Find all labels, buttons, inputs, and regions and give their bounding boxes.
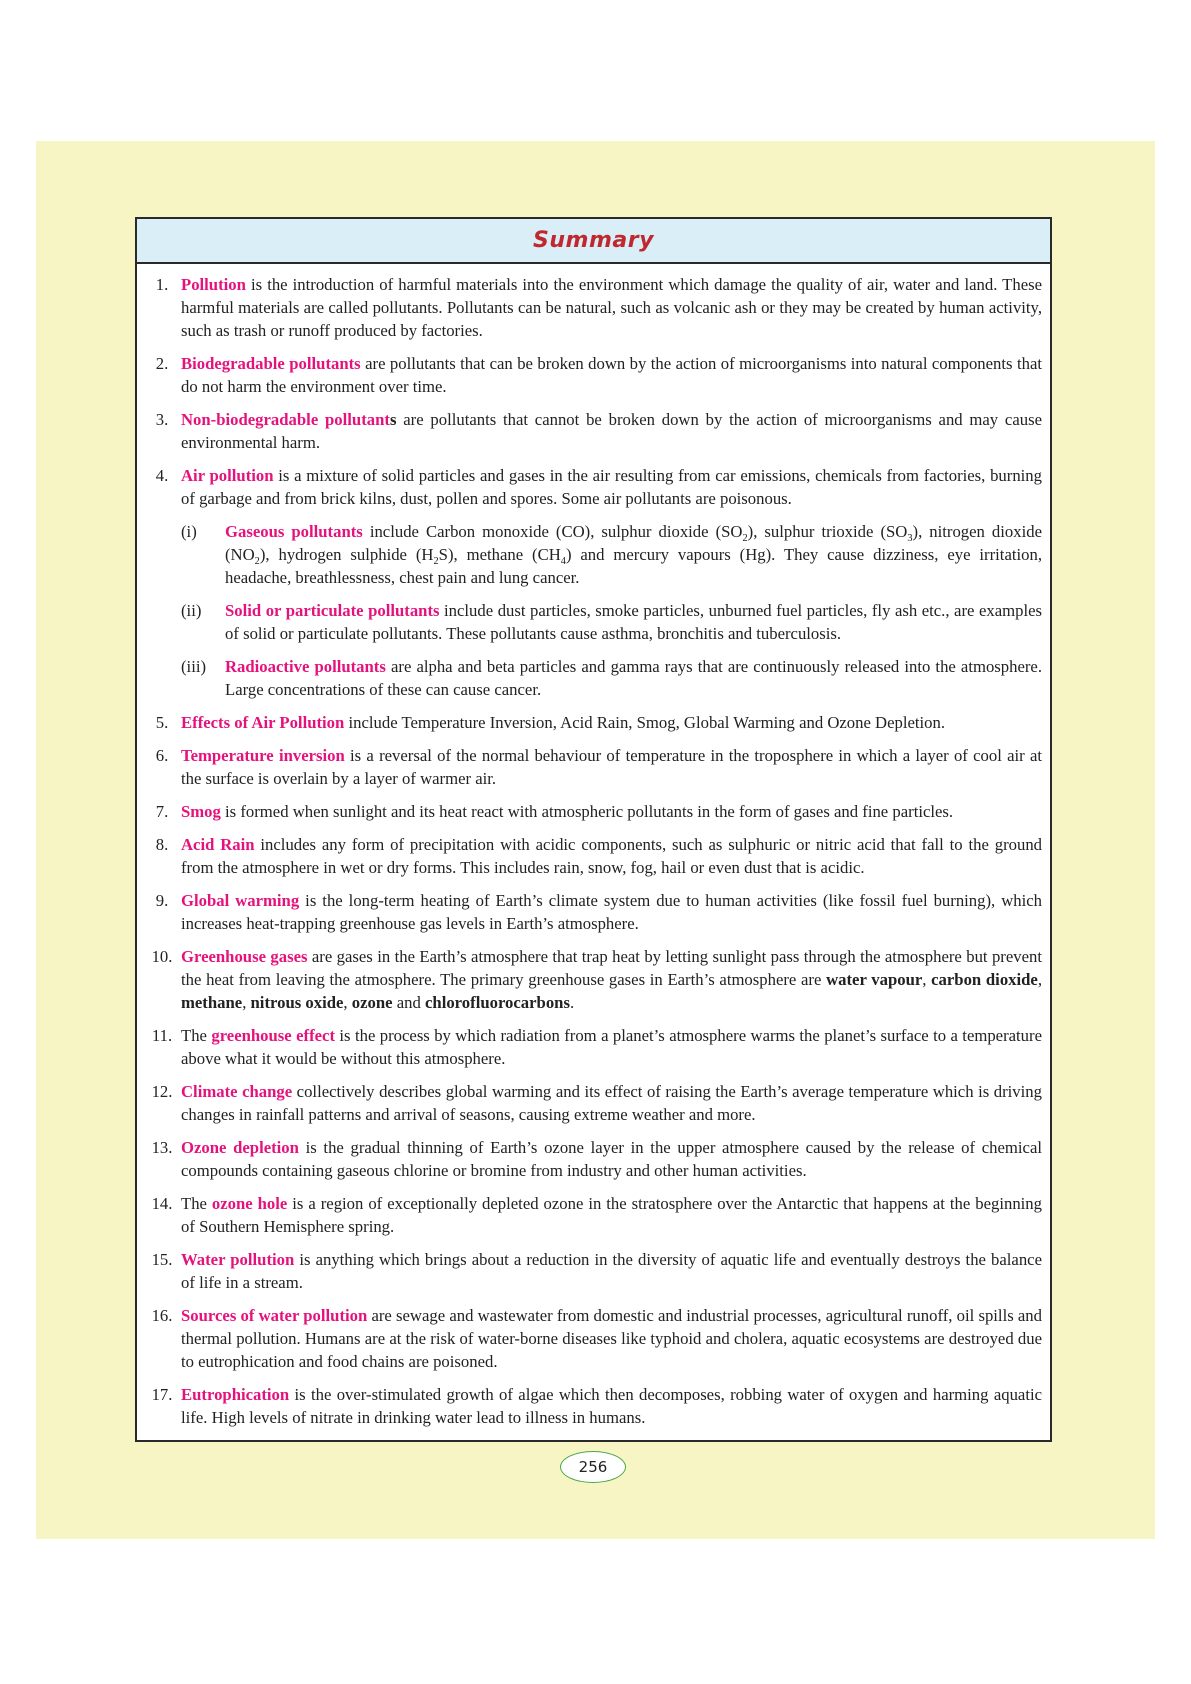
item-text: Temperature inversion is a reversal of the normal behaviour of temperature in the troposphere in which a layer of cool air at the surface is overlain by a layer of warmer air.	[181, 746, 1042, 788]
item-number: 16.	[151, 1306, 173, 1325]
sub-item-text: Gaseous pollutants include Carbon monoxide (CO), sulphur dioxide $(SO_2)$, sulphur trioxide $(SO_3)$, nitrogen dioxide $(NO_2)$, hydrogen sulphide $(H_2S)$, methane $(CH_4)$ and mercury vapours (Hg). They cause dizziness, eye irritation, headache, breathlessness, chest pain and lung cancer.	[225, 522, 1042, 587]
sub-item-number: (i)	[181, 522, 197, 541]
list-item	[143, 408, 1042, 454]
item-number: 17.	[151, 1385, 173, 1404]
item-number: 13.	[151, 1138, 173, 1157]
item-text: Air pollution is a mixture of solid particles and gases in the air resulting from car emissions, chemicals from factories, burning of garbage and from brick kilns, dust, pollen and spores. Some air pollutants are poisonous. (i) Gaseous pollutants include Carbon monoxide (CO), sulphur dioxide $(SO_2)$, sulphur trioxide $(SO_3)$, nitrogen dioxide $(NO_2)$, hydrogen sulphide $(H_2S)$, methane $(CH_4)$ and mercury vapours (Hg). They cause dizziness, eye irritation, headache, breathlessness, chest pain and lung cancer. (ii) Solid or particulate pollutants include dust particles, smoke particles, unburned fuel particles, fly ash etc., are examples of solid or particulate pollutants. These pollutants cause asthma, bronchitis and tuberculosis. (iii) Radioactive pollutants are alpha and beta particles and gamma rays that are continuously released into the atmosphere. Large concentrations of these can cause cancer.	[181, 466, 1043, 699]
item-text: Effects of Air Pollution include Temperature Inversion, Acid Rain, Smog, Global Warming and Ozone Depletion.	[181, 713, 946, 732]
list-item	[143, 711, 1042, 734]
list-item	[143, 464, 1042, 701]
sub-item-number: (ii)	[181, 601, 202, 620]
item-number: 1.	[155, 275, 169, 294]
item-term: Greenhouse gases	[181, 947, 308, 966]
item-text: Climate change collectively describes global warming and its effect of raising the Earth’s average temperature which is driving changes in rainfall patterns and arrival of seasons, causing extreme weather and more.	[181, 1082, 1042, 1124]
list-item	[143, 1383, 1042, 1429]
sub-list-item	[181, 599, 1042, 645]
item-text: Biodegradable pollutants are pollutants that can be broken down by the action of microorganisms into natural components that do not harm the environment over time.	[181, 354, 1042, 396]
item-term: greenhouse effect	[211, 1026, 336, 1045]
item-number: 11.	[151, 1026, 173, 1045]
list-item	[143, 1304, 1042, 1373]
item-term: Radioactive pollutants	[225, 657, 386, 676]
item-term: Gaseous pollutants	[225, 522, 363, 541]
item-term: Climate change	[181, 1082, 293, 1101]
item-text: Non-biodegradable pollutants are pollutants that cannot be broken down by the action of microorganisms and may cause environmental harm.	[181, 410, 1042, 452]
item-term: Air pollution	[181, 466, 274, 485]
item-text: Ozone depletion is the gradual thinning of Earth’s ozone layer in the upper atmosphere caused by the release of chemical compounds containing gaseous chlorine or bromine from industry and other human activities.	[181, 1138, 1042, 1180]
item-number: 9.	[155, 891, 169, 910]
item-term: Water pollution	[181, 1250, 295, 1269]
list-item	[143, 1136, 1042, 1182]
item-term: Biodegradable pollutants	[181, 354, 361, 373]
list-item	[143, 833, 1042, 879]
item-text: The ozone hole is a region of exceptionally depleted ozone in the stratosphere over the Antarctic that happens at the beginning of Southern Hemisphere spring.	[181, 1194, 1042, 1236]
item-term: Sources of water pollution	[181, 1306, 368, 1325]
sub-item-text: Solid or particulate pollutants include dust particles, smoke particles, unburned fuel particles, fly ash etc., are examples of solid or particulate pollutants. These pollutants cause asthma, bronchitis and tuberculosis.	[225, 601, 1042, 643]
page-number: 256	[560, 1451, 626, 1483]
item-term: Eutrophication	[181, 1385, 290, 1404]
item-term: Acid Rain	[181, 835, 255, 854]
item-term: Temperature inversion	[181, 746, 345, 765]
item-term: Global warming	[181, 891, 300, 910]
item-number: 6.	[155, 746, 169, 765]
item-text: Global warming is the long-term heating of Earth’s climate system due to human activities (like fossil fuel burning), which increases heat-trapping greenhouse gas levels in Earth’s atmosphere.	[181, 891, 1042, 933]
item-text: Sources of water pollution are sewage and wastewater from domestic and industrial processes, agricultural runoff, oil spills and thermal pollution. Humans are at the risk of water-borne diseases like typhoid and cholera, aquatic ecosystems are destroyed due to eutrophication and food chains are poisoned.	[181, 1306, 1042, 1371]
item-text: Greenhouse gases are gases in the Earth’s atmosphere that trap heat by letting sunlight pass through the atmosphere but prevent the heat from leaving the atmosphere. The primary greenhouse gases in Earth’s atmosphere are water vapour, carbon dioxide, methane, nitrous oxide, ozone and chlorofluorocarbons.	[181, 947, 1042, 1012]
item-text: Acid Rain includes any form of precipitation with acidic components, such as sulphuric or nitric acid that fall to the ground from the atmosphere in wet or dry forms. This includes rain, snow, fog, hail or even dust that is acidic.	[181, 835, 1043, 877]
list-item	[143, 1080, 1042, 1126]
list-item	[143, 744, 1042, 790]
item-number: 3.	[155, 410, 169, 429]
list-item	[143, 1248, 1042, 1294]
list-item	[143, 1024, 1042, 1070]
sub-item-text: Radioactive pollutants are alpha and beta particles and gamma rays that are continuously released into the atmosphere. Large concentrations of these can cause cancer.	[225, 657, 1043, 699]
list-item	[143, 1192, 1042, 1238]
sub-list-item	[181, 655, 1042, 701]
list-item	[143, 352, 1042, 398]
item-term: Ozone depletion	[181, 1138, 299, 1157]
list-item	[143, 273, 1042, 342]
item-term: Non-biodegradable pollutant	[181, 410, 390, 429]
item-number: 4.	[155, 466, 169, 485]
list-item	[143, 889, 1042, 935]
item-number: 5.	[155, 713, 169, 732]
item-text: Pollution is the introduction of harmful materials into the environment which damage the quality of air, water and land. These harmful materials are called pollutants. Pollutants can be natural, such as volcanic ash or they may be created by human activity, such as trash or runoff produced by factories.	[181, 275, 1042, 340]
item-term: Solid or particulate pollutants	[225, 601, 440, 620]
item-term: Smog	[181, 802, 221, 821]
list-item	[143, 800, 1042, 823]
list-item	[143, 945, 1042, 1014]
summary-list	[137, 264, 1050, 1429]
item-term: ozone hole	[211, 1194, 288, 1213]
item-number: 7.	[155, 802, 169, 821]
item-number: 15.	[151, 1250, 173, 1269]
sub-list	[181, 520, 1042, 701]
sub-list-item	[181, 520, 1042, 589]
sub-item-number: (iii)	[181, 657, 207, 676]
item-text: Eutrophication is the over-stimulated growth of algae which then decomposes, robbing water of oxygen and harming aquatic life. High levels of nitrate in drinking water lead to illness in humans.	[181, 1385, 1042, 1427]
item-term: Pollution	[181, 275, 246, 294]
summary-box	[135, 217, 1052, 1442]
item-text: Water pollution is anything which brings about a reduction in the diversity of aquatic life and eventually destroys the balance of life in a stream.	[181, 1250, 1042, 1292]
item-number: 2.	[155, 354, 169, 373]
item-text: The greenhouse effect is the process by which radiation from a planet’s atmosphere warms the planet’s surface to a temperature above what it would be without this atmosphere.	[181, 1026, 1042, 1068]
summary-title: Summary	[533, 228, 654, 253]
item-text: Smog is formed when sunlight and its heat react with atmospheric pollutants in the form of gases and fine particles.	[181, 802, 954, 821]
item-number: 12.	[151, 1082, 173, 1101]
summary-header	[137, 219, 1050, 264]
item-term: Effects of Air Pollution	[181, 713, 345, 732]
item-number: 14.	[151, 1194, 173, 1213]
item-number: 10.	[151, 947, 173, 966]
item-number: 8.	[155, 835, 169, 854]
